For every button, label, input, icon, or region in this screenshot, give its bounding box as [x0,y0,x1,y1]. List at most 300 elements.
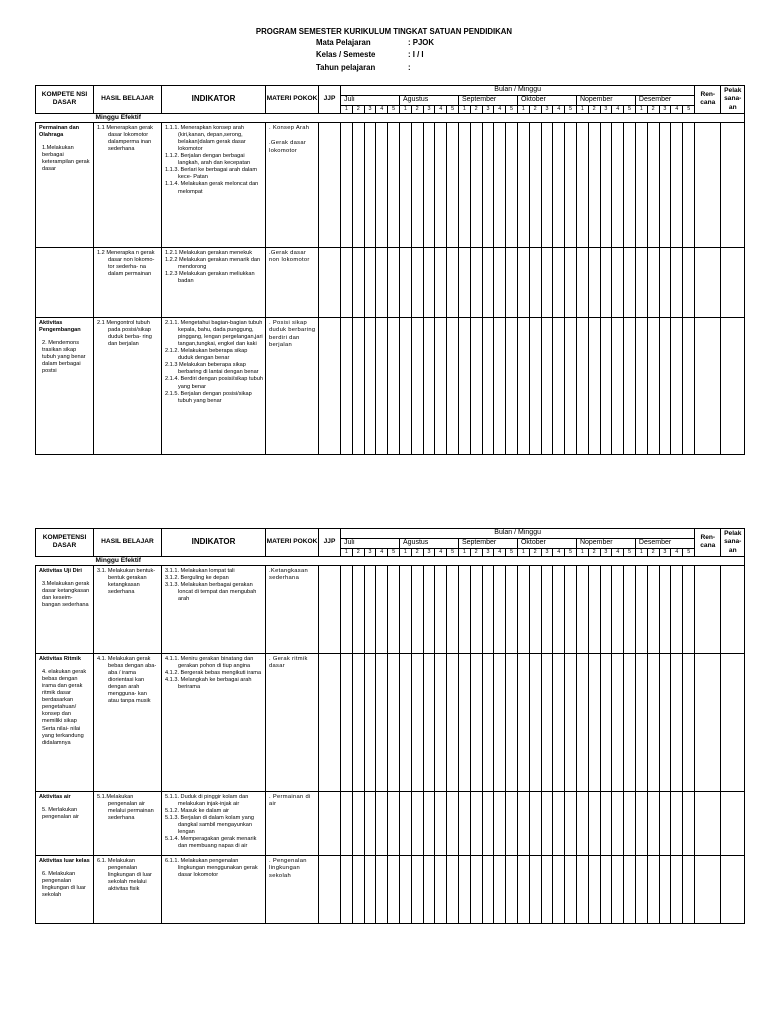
grid-cell [506,318,518,455]
week-number: 1 [576,548,588,556]
grid-cell [659,248,671,318]
grid-cell [447,318,459,455]
table-row [36,856,745,924]
week-number: 1 [399,105,411,113]
kd-cell [36,792,94,856]
grid-cell [506,248,518,318]
grid-cell [352,566,364,654]
week-number: 4 [494,548,506,556]
grid-cell [541,792,553,856]
col-jjp: JJP [319,529,341,557]
week-number: 4 [435,548,447,556]
grid-cell [319,248,341,318]
grid-cell [458,318,470,455]
col-hasil: HASIL BELAJAR [94,529,162,557]
grid-cell [529,123,541,248]
week-number: 1 [517,548,529,556]
week-number: 4 [376,548,388,556]
col-pelaksanaan: Pelak sana- an [721,529,745,557]
hasil-cell [94,123,162,248]
month-header: Nopember [576,539,635,549]
grid-cell [423,792,435,856]
grid-cell [411,792,423,856]
grid-cell [482,248,494,318]
materi-cell [266,856,319,924]
grid-cell [506,123,518,248]
grid-cell [494,123,506,248]
week-number: 5 [565,105,577,113]
grid-cell [470,318,482,455]
grid-cell [435,248,447,318]
indikator-item: 5.1.3. Berjalan di dalam kolam yang dangkal sambil mengayunkan lengan [165,815,254,836]
grid-cell [624,654,636,792]
grid-cell [517,318,529,455]
grid-cell [517,654,529,792]
grid-cell [435,654,447,792]
grid-cell [659,318,671,455]
indikator-item: 1.2.1 Melakukan gerakan menekuk [165,250,253,257]
grid-cell [721,856,745,924]
week-number: 1 [576,105,588,113]
week-number: 5 [683,548,695,556]
grid-cell [565,654,577,792]
kd-title: Aktivitas Ritmik [39,656,81,663]
indikator-item: 2.1.3 Melakukan beberapa sikap berbaring di lantai dengan benar [165,362,259,376]
grid-cell [721,792,745,856]
grid-cell [553,248,565,318]
grid-cell [376,856,388,924]
grid-cell [683,248,695,318]
program-table-2 [35,528,742,924]
grid-cell [388,248,400,318]
grid-cell [671,123,683,248]
grid-cell [399,566,411,654]
grid-cell [529,792,541,856]
materi-cell [266,566,319,654]
grid-cell [635,566,647,654]
grid-cell [388,856,400,924]
grid-cell [529,566,541,654]
grid-cell [612,792,624,856]
week-number: 5 [624,105,636,113]
indikator-item: 2.1.1. Mengetahui bagian-bagian tubuh kepala, bahu, dada punggung, pinggang, lengan pergelangan,jari tangan,tungkai, engkel dan kaki [165,320,263,348]
month-header: Nopember [576,96,635,106]
grid-cell [612,123,624,248]
kd-detail: 4. elakukan gerak bebas dengan irama dan gerak ritmik dasar berdasarkan pengetahuan/ konsep dan memiliki sikap Serta nilai- nilai yang terkandung didalamnya [42,669,87,746]
week-number: 5 [683,105,695,113]
grid-cell [319,856,341,924]
program-table-1 [35,85,742,455]
grid-cell [588,248,600,318]
week-number: 1 [635,548,647,556]
grid-cell [541,654,553,792]
grid-cell [588,318,600,455]
grid-cell [683,318,695,455]
kd-cell [36,566,94,654]
grid-cell [683,566,695,654]
table-row [36,792,745,856]
grid-cell [647,566,659,654]
materi-cell [266,123,319,248]
grid-cell [624,566,636,654]
grid-cell [553,856,565,924]
grid-cell [635,123,647,248]
grid-cell [635,654,647,792]
grid-cell [695,856,721,924]
col-bulan: Bulan / Minggu [341,529,695,539]
grid-cell [458,654,470,792]
grid-cell [388,318,400,455]
materi-cell [266,792,319,856]
grid-cell [659,566,671,654]
grid-cell [482,566,494,654]
grid-cell [588,566,600,654]
indikator-item: 6.1.1. Melakukan pengenalan lingkungan menggunakan gerak dasar lokomotor [165,858,258,879]
indikator-item: 3.1.1. Melakukan lompat tali [165,568,235,575]
indikator-item: 4.1.2. Bergerak bebas mengikuti irama [165,670,262,677]
indikator-cell [162,566,266,654]
minggu-efektif-label: Minggu Efektif [94,556,341,565]
grid-cell [671,248,683,318]
week-number: 4 [671,548,683,556]
grid-cell [458,566,470,654]
indikator-item: 4.1.3. Melangkah ke berbagai arah berirama [165,677,252,691]
month-header: Desember [635,539,694,549]
grid-cell [624,123,636,248]
grid-cell [588,792,600,856]
grid-cell [458,792,470,856]
indikator-item: 1.1.4. Melakukan gerak meloncat dan melompat [165,181,259,195]
grid-cell [494,248,506,318]
grid-cell [517,856,529,924]
hasil-cell [94,318,162,455]
grid-cell [341,123,353,248]
header-value: : I / I [408,50,424,59]
week-number: 1 [458,105,470,113]
grid-cell [494,318,506,455]
grid-cell [435,566,447,654]
kd-cell [36,318,94,455]
minggu-efektif-label: Minggu Efektif [94,113,341,122]
grid-cell [435,318,447,455]
grid-cell [376,654,388,792]
col-materi: MATERI POKOK [266,529,319,557]
grid-cell [494,566,506,654]
indikator-item: 2.1.2. Melakukan beberapa sikap duduk dengan benar [165,348,248,362]
grid-cell [423,248,435,318]
grid-cell [506,566,518,654]
grid-cell [435,123,447,248]
grid-cell [635,248,647,318]
grid-cell [423,654,435,792]
indikator-item: 3.1.3. Melakukan berbagai gerakan loncat di tempat dan mengubah arah [165,582,257,603]
indikator-item: 3.1.2. Berguling ke depan [165,575,229,582]
grid-cell [388,654,400,792]
grid-cell [399,318,411,455]
header-label: Kelas / Semeste [316,50,376,59]
week-number: 5 [447,105,459,113]
grid-cell [482,318,494,455]
hasil-text: 3.1. Melakukan bentuk- bentuk gerakan ketangkasan sederhana [97,568,156,596]
col-jjp: JJP [319,86,341,114]
header-value: : [408,63,411,72]
grid-cell [695,123,721,248]
week-number: 5 [506,548,518,556]
grid-cell [529,856,541,924]
grid-cell [671,792,683,856]
grid-cell [352,318,364,455]
grid-cell [541,318,553,455]
grid-cell [600,566,612,654]
header-label: Tahun pelajaran [316,63,376,72]
grid-cell [659,856,671,924]
grid-cell [659,792,671,856]
week-number: 2 [529,105,541,113]
week-number: 3 [423,105,435,113]
col-rencana: Ren- cana [695,86,721,114]
hasil-text: 6.1. Melakukan pengenalan lingkungan di luar sekolah melalui aktivitas fisik [97,858,152,893]
grid-cell [341,856,353,924]
kd-title: Permainan dan Olahraga [39,125,80,139]
indikator-item: 2.1.5. Berjalan dengan posisi/sikap tubuh yang benar [165,390,252,404]
grid-cell [506,856,518,924]
grid-cell [529,318,541,455]
grid-cell [447,856,459,924]
week-number: 5 [388,105,400,113]
grid-cell [553,654,565,792]
materi-item: . Pengenalan lingkungan sekolah [269,858,307,879]
grid-cell [565,248,577,318]
grid-cell [517,123,529,248]
grid-cell [352,654,364,792]
week-number: 2 [411,105,423,113]
grid-cell [458,123,470,248]
week-number: 3 [364,105,376,113]
grid-cell [388,566,400,654]
grid-cell [659,654,671,792]
grid-cell [423,123,435,248]
grid-cell [647,856,659,924]
header-line-mapel [316,38,616,47]
week-number: 5 [506,105,518,113]
grid-cell [721,318,745,455]
table-row [36,566,745,654]
indikator-item: 1.1.3. Berlari ke berbagai arah dalam kece- Patan [165,167,258,181]
week-number: 2 [647,548,659,556]
grid-cell [341,654,353,792]
grid-cell [647,248,659,318]
grid-cell [399,654,411,792]
grid-cell [541,856,553,924]
grid-cell [600,318,612,455]
kd-detail: 2. Mendemons trasikan sikap tubuh yang benar dalam berbagai postsi [42,340,86,375]
indikator-item: 5.1.1. Duduk di pinggir kolam dan melakukan injak-injak air [165,794,249,808]
grid-cell [565,792,577,856]
grid-cell [721,566,745,654]
grid-cell [541,566,553,654]
week-number: 2 [352,548,364,556]
grid-cell [576,654,588,792]
grid-cell [565,318,577,455]
grid-cell [565,856,577,924]
indikator-cell [162,792,266,856]
materi-item: .Gerak dasar non lokomotor [269,250,310,264]
grid-cell [647,123,659,248]
month-header: Oktober [517,539,576,549]
grid-cell [695,654,721,792]
grid-cell [352,248,364,318]
grid-cell [376,318,388,455]
kd-detail: 5. Merlakukan pengenalan air [42,807,80,821]
table-row [36,123,745,248]
grid-cell [635,792,647,856]
grid-cell [612,566,624,654]
grid-cell [612,248,624,318]
indikator-item: 4.1.1. Meniru gerakan binatang dan gerakan pohon di tiup angina [165,656,254,670]
month-header: Agustus [399,96,458,106]
header-line-tahun [316,63,616,72]
grid-cell [600,792,612,856]
materi-item: .Ketangkasan sederhana [269,568,309,582]
week-number: 4 [612,548,624,556]
indikator-item: 1.1.1. Menerapkan konsep arah (kiri,kanan, depan,serong, belakan)dalam gerak dasar lokomotor [165,125,246,153]
grid-cell [683,654,695,792]
month-header: Desember [635,96,694,106]
grid-cell [423,856,435,924]
month-header: Oktober [517,96,576,106]
grid-cell [435,792,447,856]
grid-cell [411,248,423,318]
kd-title: Aktivitas Uji Diri [39,568,82,575]
materi-item: . Permainan di air [269,794,311,808]
grid-cell [482,792,494,856]
col-kd: KOMPETENSI DASAR [36,529,94,557]
grid-cell [683,856,695,924]
week-number: 2 [470,105,482,113]
grid-cell [470,856,482,924]
month-header: Juli [341,96,400,106]
grid-cell [695,318,721,455]
grid-cell [411,856,423,924]
grid-cell [341,248,353,318]
week-number: 1 [341,105,353,113]
hasil-cell [94,856,162,924]
table-row [36,654,745,792]
grid-cell [388,792,400,856]
grid-cell [612,654,624,792]
week-number: 3 [659,105,671,113]
grid-cell [494,654,506,792]
indikator-cell [162,654,266,792]
header-label: Mata Pelajaran [316,38,371,47]
indikator-cell [162,318,266,455]
hasil-text: 2.1 Mengontrol tubuh pada posisi/sikap duduk berba- ring dan berjalan [97,320,152,348]
week-number: 4 [612,105,624,113]
grid-cell [541,123,553,248]
week-number: 2 [411,548,423,556]
grid-cell [576,248,588,318]
grid-cell [624,318,636,455]
grid-cell [695,248,721,318]
grid-cell [624,856,636,924]
kd-cell [36,654,94,792]
hasil-text: 5.1.Melakukan pengenalan air melalui permainan sederhana [97,794,154,822]
grid-cell [352,856,364,924]
grid-cell [388,123,400,248]
grid-cell [447,792,459,856]
grid-cell [565,566,577,654]
grid-cell [399,792,411,856]
materi-item: . Konsep Arah [269,125,310,132]
kd-cell [36,248,94,318]
week-number: 5 [388,548,400,556]
grid-cell [671,318,683,455]
grid-cell [352,792,364,856]
grid-cell [423,566,435,654]
week-number: 5 [447,548,459,556]
grid-cell [364,792,376,856]
grid-cell [517,792,529,856]
grid-cell [553,792,565,856]
grid-cell [671,566,683,654]
grid-cell [612,318,624,455]
grid-cell [647,792,659,856]
grid-cell [376,566,388,654]
grid-cell [435,856,447,924]
grid-cell [553,318,565,455]
week-number: 4 [494,105,506,113]
col-materi: MATERI POKOK [266,86,319,114]
grid-cell [447,248,459,318]
table-row [36,318,745,455]
grid-cell [411,318,423,455]
grid-cell [423,318,435,455]
grid-cell [671,654,683,792]
grid-cell [458,856,470,924]
indikator-cell [162,123,266,248]
grid-cell [624,792,636,856]
header-value: : PJOK [408,38,434,47]
grid-cell [364,248,376,318]
grid-cell [553,123,565,248]
grid-cell [588,856,600,924]
week-number: 3 [659,548,671,556]
grid-cell [376,248,388,318]
table-row [36,248,745,318]
week-number: 3 [541,548,553,556]
grid-cell [482,856,494,924]
document-title: PROGRAM SEMESTER KURIKULUM TINGKAT SATUAN PENDIDIKAN [255,27,513,36]
week-number: 3 [541,105,553,113]
grid-cell [576,566,588,654]
col-hasil: HASIL BELAJAR [94,86,162,114]
hasil-cell [94,248,162,318]
grid-cell [399,856,411,924]
grid-cell [529,654,541,792]
month-header: Juli [341,539,400,549]
grid-cell [447,654,459,792]
kd-cell [36,856,94,924]
grid-cell [352,123,364,248]
grid-cell [364,318,376,455]
grid-cell [364,856,376,924]
grid-cell [647,318,659,455]
grid-cell [319,123,341,248]
col-pelaksanaan: Pelak sana- an [721,86,745,114]
grid-cell [600,123,612,248]
grid-cell [411,566,423,654]
indikator-item: 1.1.2. Berjalan dengan berbagai langkah, arah dan kecepatan [165,153,251,167]
